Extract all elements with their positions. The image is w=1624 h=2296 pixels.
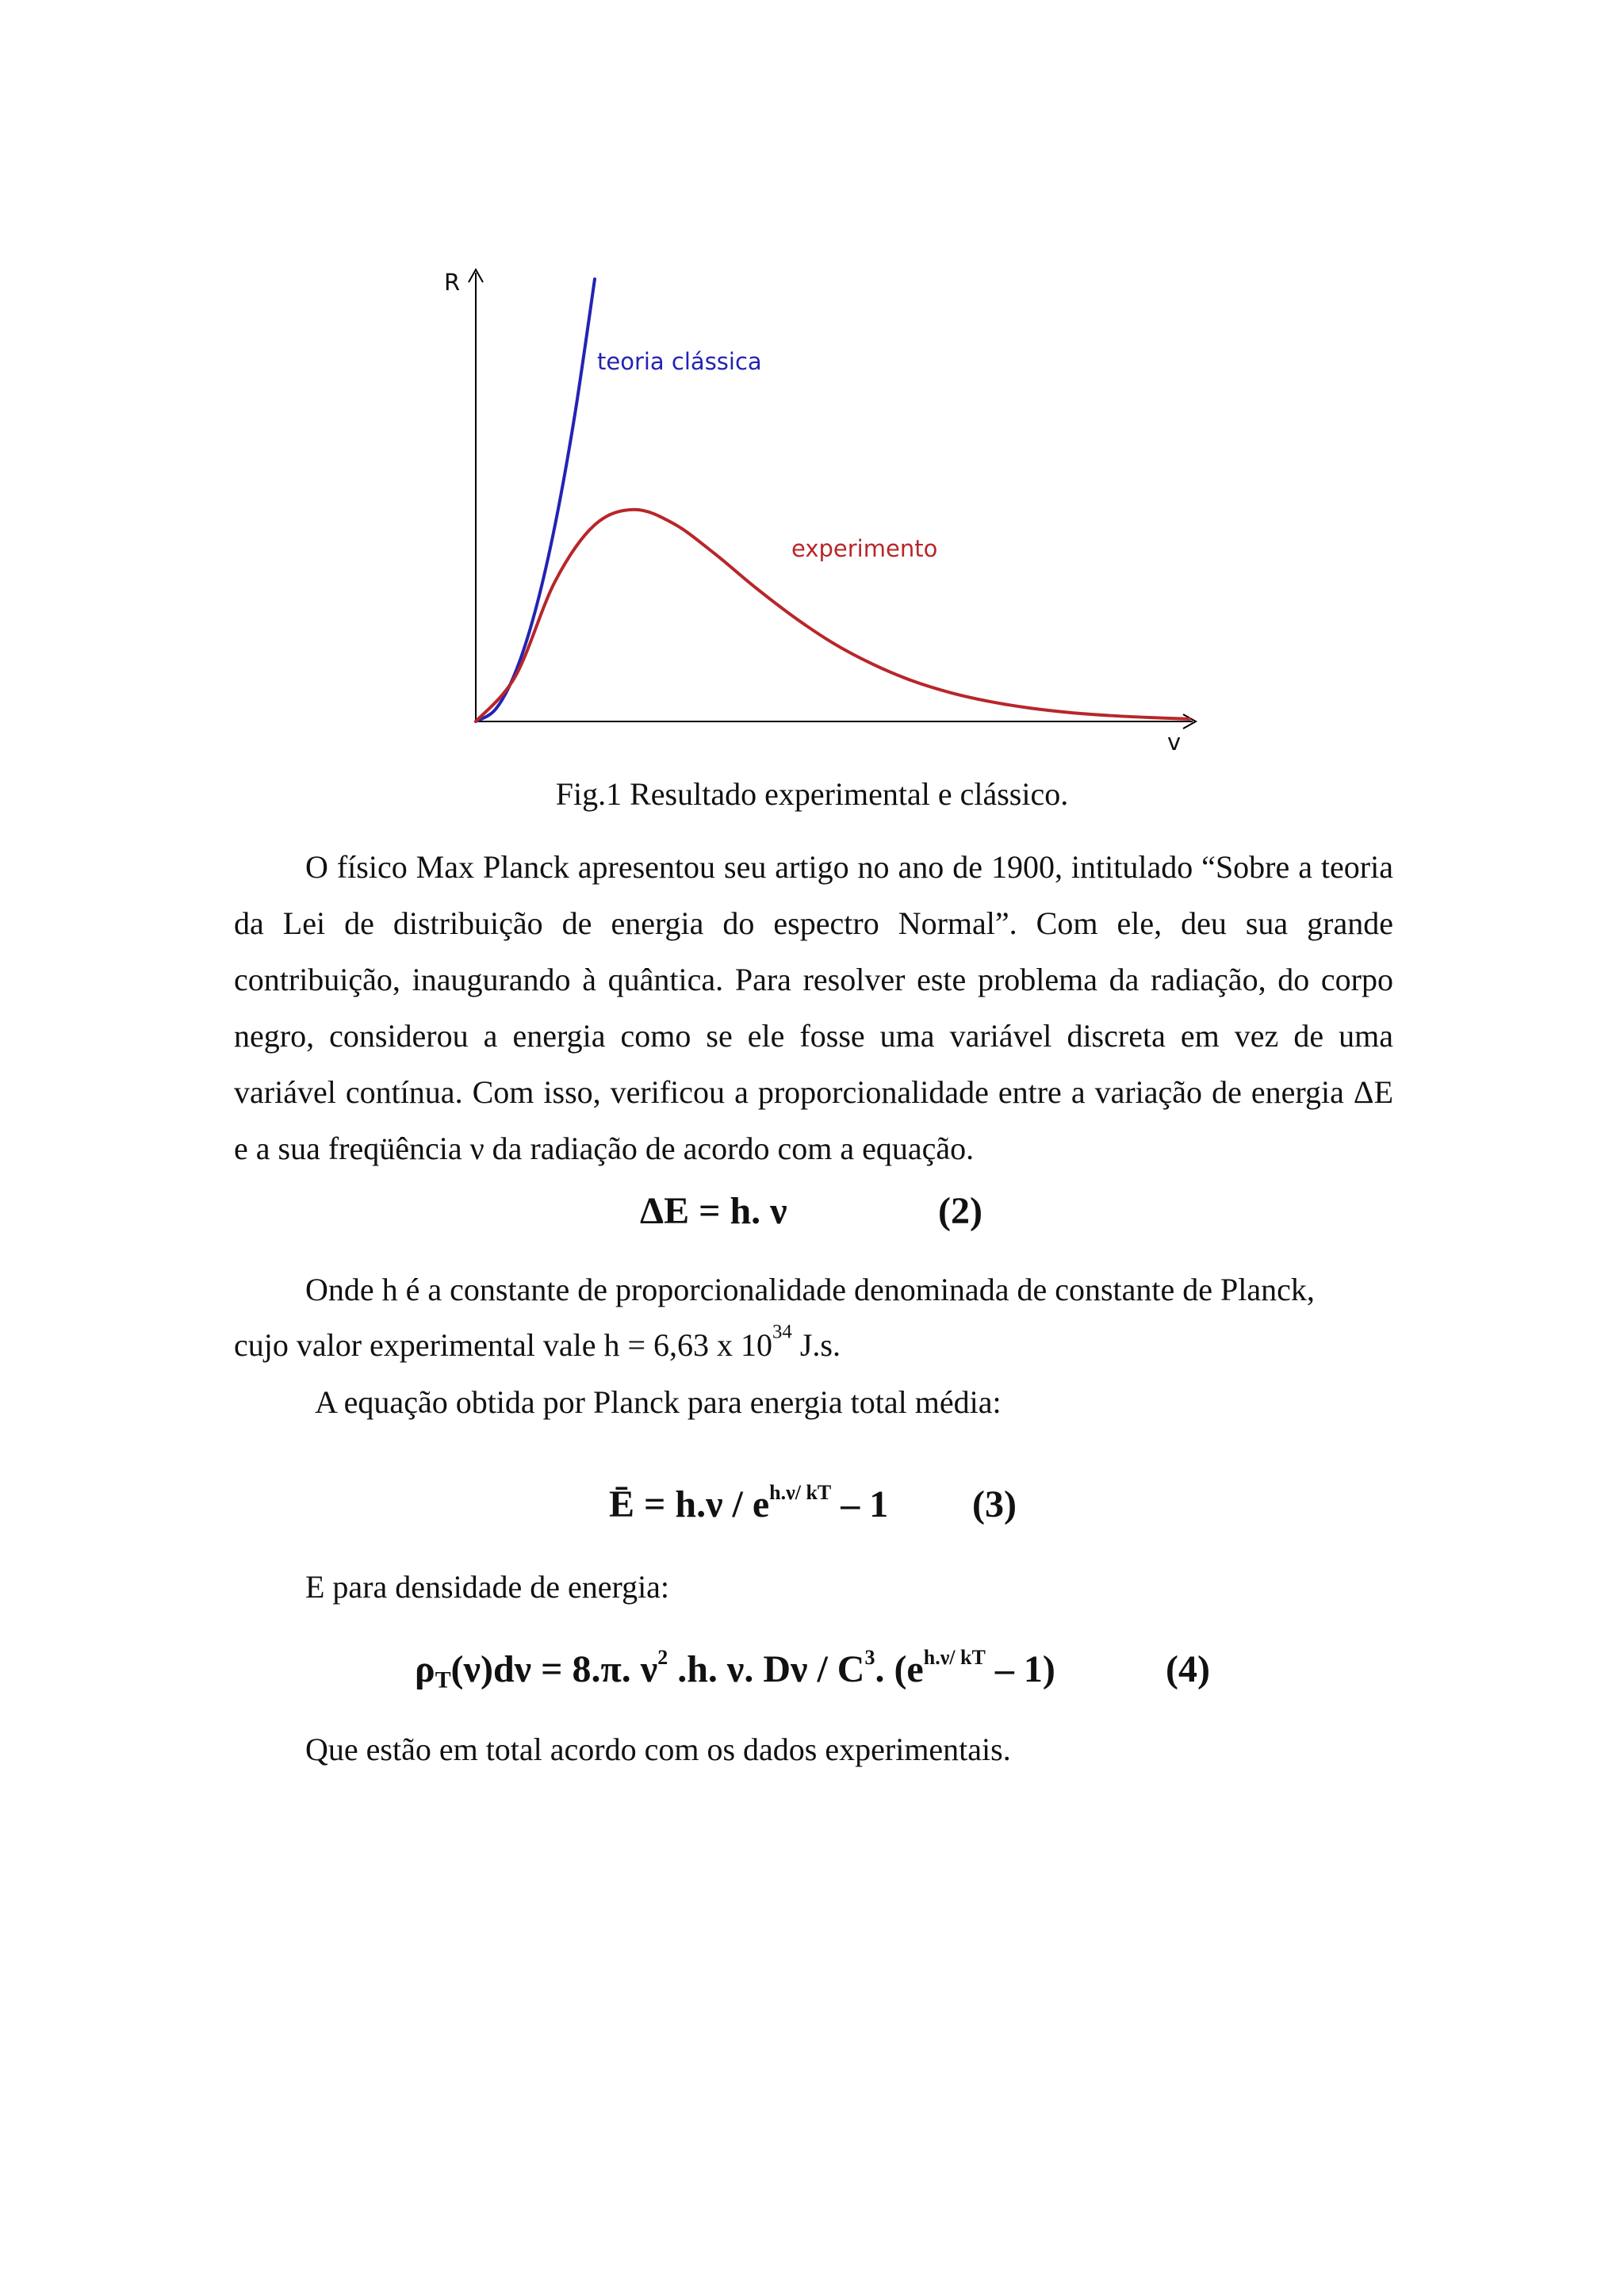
classical-curve xyxy=(476,279,595,721)
planck-constant-exponent: 34 xyxy=(772,1321,792,1343)
eq4-part-d: – 1) xyxy=(985,1648,1055,1690)
eq3-part-a: Ē = h.ν / e xyxy=(609,1483,770,1525)
paragraph-energy-density: E para densidade de energia: xyxy=(305,1569,670,1605)
classical-theory-label: teoria clássica xyxy=(597,348,762,375)
equation-3-number: (3) xyxy=(972,1483,1017,1525)
experiment-label: experimento xyxy=(791,535,938,562)
equation-4 xyxy=(415,1647,1055,1692)
paragraph-conclusion: Que estão em total acordo com os dados experimentais. xyxy=(305,1732,1011,1767)
paragraph-average-energy: A equação obtida por Planck para energia total média: xyxy=(315,1384,1002,1420)
chart-svg xyxy=(444,262,1205,761)
equation-2-number: (2) xyxy=(938,1190,982,1232)
chart-axes xyxy=(469,270,1196,729)
eq4-exponent-1: 2 xyxy=(657,1645,668,1669)
equation-4-number: (4) xyxy=(1166,1648,1210,1690)
paragraph-text: O físico Max Planck apresentou seu artigo no ano de 1900, intitulado “Sobre a teoria da Lei de distribuição de energia do espectro Normal”. Com ele, deu sua grande contribuição, inaugurando à quântica. Para resolver este problema da radiação, do corpo negro, considerou a energia como se ele fosse uma variável discreta em vez de uma variável contínua. Com isso, verificou a proporcionalidade entre a variação de energia ΔE e a sua freqüência ν da radiação de acordo com a equação. xyxy=(234,849,1393,1166)
equation-3 xyxy=(609,1480,889,1527)
eq4-part-c: . (e xyxy=(875,1648,924,1690)
paragraph-planck-constant-line1: Onde h é a constante de proporcionalidade denominada de constante de Planck, xyxy=(305,1272,1315,1307)
eq3-exponent: h.ν/ kT xyxy=(769,1480,832,1504)
eq4-rho: ρ xyxy=(415,1648,435,1690)
x-axis-label: v xyxy=(1167,729,1182,756)
paragraph-planck-constant-line2 xyxy=(234,1321,841,1364)
paragraph-planck-intro xyxy=(234,839,1393,1177)
y-axis-label: R xyxy=(444,269,461,296)
eq4-exponent-3: h.ν/ kT xyxy=(923,1645,986,1669)
eq3-part-b: – 1 xyxy=(831,1483,889,1525)
planck-constant-unit: J.s. xyxy=(791,1327,841,1363)
figure-planck-curves xyxy=(444,262,1205,761)
eq4-exponent-2: 3 xyxy=(864,1645,875,1669)
planck-constant-text: cujo valor experimental vale h = 6,63 x 10 xyxy=(234,1327,773,1363)
chart-curves xyxy=(476,279,1189,721)
eq4-part-b: .h. ν. Dν / C xyxy=(668,1648,865,1690)
eq4-subscript: T xyxy=(435,1667,451,1693)
equation-2: ΔE = h. ν xyxy=(640,1190,787,1232)
eq4-part-a: (ν)dν = 8.π. ν xyxy=(450,1648,658,1690)
figure-caption: Fig.1 Resultado experimental e clássico. xyxy=(555,776,1069,812)
